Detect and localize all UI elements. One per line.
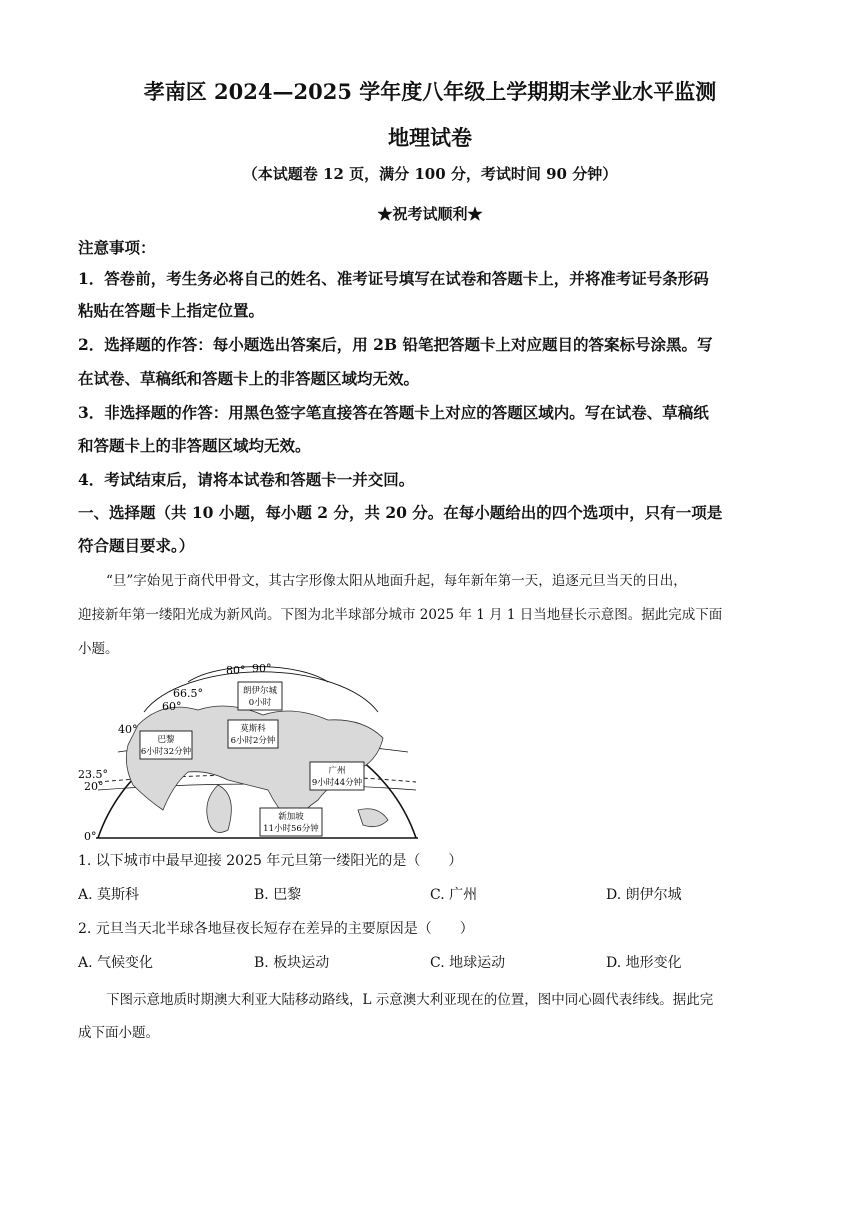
exam-title: 孝南区 2024—2025 学年度八年级上学期期末学业水平监测 (143, 79, 717, 104)
passage-text: “旦”字始见于商代甲骨文，其古字形像太阳从地面升起，每年新年第一天，追逐元旦当天的日出， (106, 573, 687, 589)
option-c: C. 地球运动 (430, 955, 506, 971)
lat-label: 40° (118, 723, 138, 736)
notice-item: 4．考试结束后，请将本试卷和答题卡一并交回。 (78, 470, 415, 489)
city-name: 巴黎 (157, 735, 175, 745)
city-name: 朗伊尔城 (242, 686, 278, 696)
city-box-paris (140, 731, 192, 759)
option-a: A. 莫斯科 (78, 887, 140, 903)
notice-item: 在试卷、草稿纸和答题卡上的非答题区域均无效。 (78, 369, 420, 388)
option-c: C. 广州 (430, 887, 478, 903)
lat-label: 23.5° (78, 768, 108, 781)
city-box-longyearbyen (238, 682, 282, 710)
lat-label: 60° (162, 700, 182, 713)
landmass-shape (358, 809, 388, 827)
exam-subtitle: 地理试卷 (388, 125, 472, 150)
city-box-moscow (228, 720, 278, 748)
notice-item: 1．答卷前，考生务必将自己的姓名、准考证号填写在试卷和答题卡上，并将准考证号条形码 (78, 269, 709, 288)
exam-info: （本试题卷 12 页，满分 100 分，考试时间 90 分钟） (242, 165, 618, 183)
city-daylength: 6小时32分钟 (140, 747, 192, 757)
city-box-singapore (260, 808, 322, 836)
lat-label: 66.5° (173, 687, 203, 700)
lat-label: 20° (84, 780, 104, 793)
notice-item: 2．选择题的作答：每小题选出答案后，用 2B 铅笔把答题卡上对应题目的答案标号涂黑。写 (78, 335, 713, 354)
city-name: 新加坡 (278, 812, 304, 822)
notice-item: 3．非选择题的作答：用黑色签字笔直接答在答题卡上对应的答题区域内。写在试卷、草稿纸 (78, 403, 709, 422)
city-name: 广州 (328, 766, 346, 776)
notice-heading: 注意事项： (78, 238, 156, 257)
passage-text: 迎接新年第一缕阳光成为新风尚。下图为北半球部分城市 2025 年 1 月 1 日当地昼长示意图。据此完成下面 (78, 607, 723, 623)
daylength-map (78, 660, 428, 842)
option-a: A. 气候变化 (78, 955, 154, 971)
wish-line: ★祝考试顺利★ (377, 205, 483, 223)
option-d: D. 朗伊尔城 (606, 887, 682, 903)
city-name: 莫斯科 (240, 724, 266, 734)
section-heading: 符合题目要求。） (78, 536, 195, 555)
question-stem: 2. 元旦当天北半球各地昼夜长短存在差异的主要原因是（ ） (78, 921, 474, 937)
question-stem: 1. 以下城市中最早迎接 2025 年元旦第一缕阳光的是（ ） (78, 853, 463, 869)
notice-item: 和答题卡上的非答题区域均无效。 (78, 436, 311, 455)
city-daylength: 6小时2分钟 (230, 736, 276, 746)
lat-label: 80° (226, 664, 246, 677)
passage-text: 小题。 (78, 641, 119, 657)
lat-label: 0° (84, 830, 97, 842)
notice-item: 粘贴在答题卡上指定位置。 (78, 301, 265, 320)
lat-label: 90° (252, 662, 272, 675)
city-box-guangzhou (310, 762, 364, 790)
option-b: B. 板块运动 (254, 955, 330, 971)
option-b: B. 巴黎 (254, 887, 302, 903)
section-heading: 一、选择题（共 10 小题，每小题 2 分，共 20 分。在每小题给出的四个选项中，只有一项是 (78, 503, 723, 522)
passage-text: 成下面小题。 (78, 1025, 159, 1041)
option-d: D. 地形变化 (606, 955, 682, 971)
city-daylength: 0小时 (248, 698, 272, 708)
landmass-shape (207, 785, 232, 832)
city-daylength: 11小时56分钟 (263, 824, 319, 834)
passage-text: 下图示意地质时期澳大利亚大陆移动路线，L 示意澳大利亚现在的位置，图中同心圆代表纬线。据此完 (106, 992, 714, 1008)
city-daylength: 9小时44分钟 (311, 778, 363, 788)
